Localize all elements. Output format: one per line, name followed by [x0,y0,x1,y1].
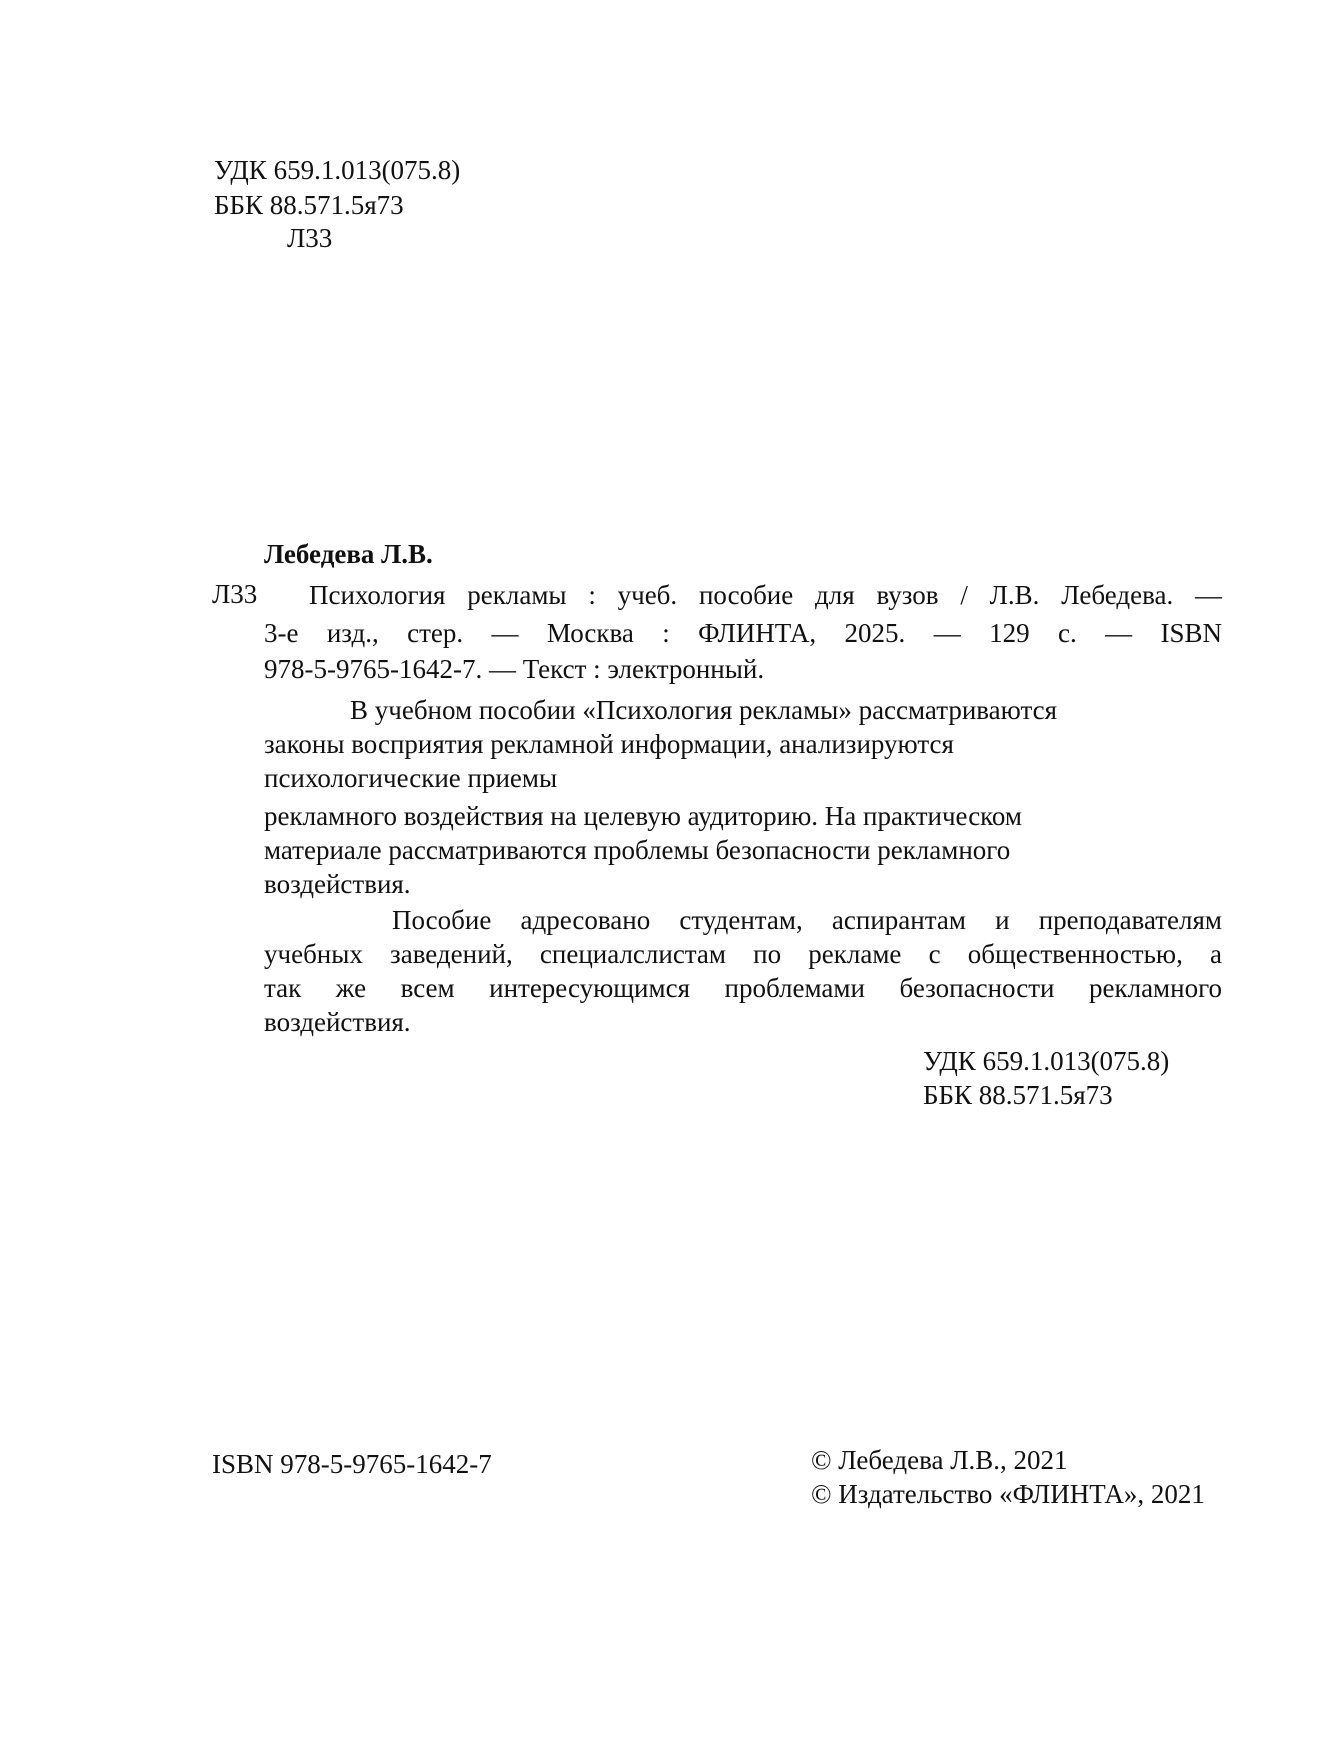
copyright-publisher: © Издательство «ФЛИНТА», 2021 [811,1479,1205,1509]
bbk-code-bottom: ББК 88.571.5я73 [923,1080,1113,1110]
author-heading: Лебедева Л.В. [264,539,433,569]
annotation-p2-line: Пособие адресовано студентам, аспирантам и преподавателям [392,905,1222,935]
annotation-p1-line: рекламного воздействия на целевую аудиторию. На практическом [264,801,1023,831]
bbk-code-top: ББК 88.571.5я73 [214,190,404,220]
author-mark-record: Л33 [212,579,258,609]
bibliographic-line-2: 3-е изд., стер. — Москва : ФЛИНТА, 2025. — 129 с. — ISBN [264,618,1222,648]
annotation-p1-line: материале рассматриваются проблемы безопасности рекламного [264,835,1011,865]
udk-code-bottom: УДК 659.1.013(075.8) [923,1046,1170,1076]
annotation-p1-line: воздействия. [264,869,411,899]
annotation-p1-line: В учебном пособии «Психология рекламы» рассматриваются [350,695,1058,725]
udk-code-top: УДК 659.1.013(075.8) [214,155,461,185]
isbn: ISBN 978-5-9765-1642-7 [212,1449,492,1479]
annotation-p2-line: так же всем интересующимся проблемами безопасности рекламного [264,973,1222,1003]
copyright-author: © Лебедева Л.В., 2021 [811,1445,1068,1475]
bibliographic-line-3: 978-5-9765-1642-7. — Текст : электронный. [264,654,765,684]
author-mark-top: Л33 [287,223,333,253]
bibliographic-line-1: Психология рекламы : учеб. пособие для вузов / Л.В. Лебедева. — [309,580,1222,610]
annotation-p2-line: учебных заведений, специалслистам по рекламе с общественностью, а [264,939,1222,969]
annotation-p2-line: воздействия. [264,1007,411,1037]
annotation-p1-line: законы восприятия рекламной информации, анализируются [264,729,954,759]
annotation-p1-line: психологические приемы [264,763,558,793]
